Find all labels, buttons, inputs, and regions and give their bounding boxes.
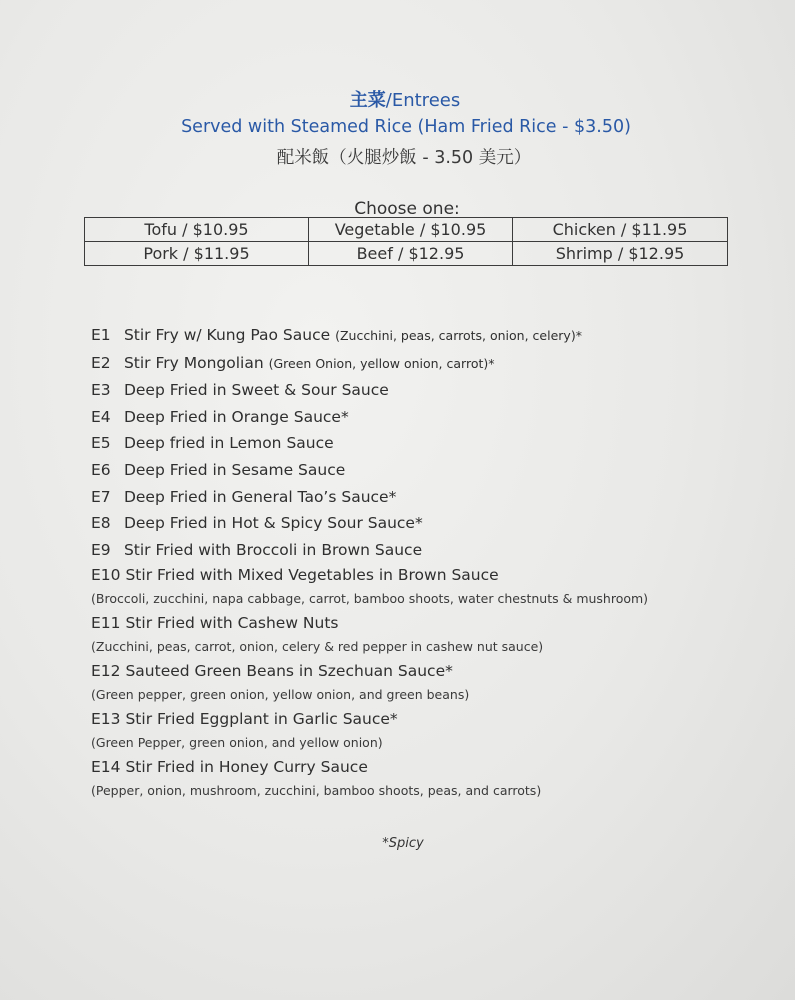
item-description: (Zucchini, peas, carrot, onion, celery & red pepper in cashew nut sauce) [91, 639, 544, 655]
item-name: Stir Fried with Cashew Nuts [125, 614, 339, 633]
list-item [91, 484, 771, 511]
list-item [91, 322, 771, 350]
item-description: (Green Pepper, green onion, and yellow onion) [91, 735, 383, 751]
item-name: Stir Fried in Honey Curry Sauce [125, 758, 368, 777]
item-code: E12 [91, 662, 121, 681]
item-name: Deep Fried in Sesame Sauce [123, 460, 346, 479]
protein-price-table [84, 217, 728, 266]
item-code: E9 [91, 540, 111, 559]
item-code: E3 [91, 381, 111, 400]
item-name: Deep Fried in General Tao’s Sauce* [123, 487, 397, 506]
list-item [91, 755, 771, 779]
table-cell: Shrimp / $12.95 [513, 242, 728, 266]
item-description: (Pepper, onion, mushroom, zucchini, bamboo shoots, peas, and carrots) [91, 783, 542, 799]
table-cell: Tofu / $10.95 [85, 218, 309, 242]
list-item [91, 510, 771, 537]
item-note: (Green Onion, yellow onion, carrot)* [268, 355, 495, 371]
title-english: /Entrees [385, 90, 461, 111]
item-name: Deep Fried in Hot & Spicy Sour Sauce* [123, 514, 423, 533]
table-cell: Pork / $11.95 [85, 242, 309, 266]
item-code: E13 [91, 710, 121, 729]
item-name: Stir Fry Mongolian [123, 353, 264, 372]
item-code: E4 [91, 407, 111, 426]
item-note: (Zucchini, peas, carrots, onion, celery)* [335, 328, 582, 343]
item-name: Sauteed Green Beans in Szechuan Sauce* [125, 662, 453, 681]
item-code: E11 [91, 614, 121, 633]
item-description: (Broccoli, zucchini, napa cabbage, carrot, bamboo shoots, water chestnuts & mushroom) [91, 591, 649, 607]
table-cell: Beef / $12.95 [309, 242, 513, 266]
list-item [91, 707, 771, 731]
table-row [85, 218, 728, 242]
subtitle-chinese: 配米飯（火腿炒飯 - 3.50 美元） [276, 148, 532, 168]
item-name: Deep Fried in Orange Sauce* [123, 407, 349, 426]
list-item [91, 537, 771, 564]
item-code: E7 [91, 487, 111, 506]
item-code: E1 [91, 326, 111, 344]
item-code: E10 [91, 566, 121, 585]
item-code: E5 [91, 434, 111, 453]
item-description: (Green pepper, green onion, yellow onion, and green beans) [91, 687, 470, 703]
item-code: E8 [91, 514, 111, 533]
item-name: Stir Fried with Mixed Vegetables in Brown Sauce [125, 566, 499, 585]
list-item [91, 404, 771, 431]
page-title [0, 86, 795, 112]
item-name: Stir Fried with Broccoli in Brown Sauce [123, 540, 423, 559]
list-item [91, 377, 771, 404]
list-item [91, 659, 771, 683]
table-cell: Vegetable / $10.95 [309, 218, 513, 242]
table-cell: Chicken / $11.95 [513, 218, 728, 242]
list-item [91, 457, 771, 484]
item-name: Deep Fried in Sweet & Sour Sauce [123, 381, 389, 400]
item-name: Stir Fried Eggplant in Garlic Sauce* [125, 710, 398, 729]
item-code: E6 [91, 460, 111, 479]
list-item [91, 563, 771, 587]
list-item [91, 430, 771, 457]
item-code: E2 [91, 353, 111, 372]
item-name: Deep fried in Lemon Sauce [123, 434, 334, 453]
title-chinese: 主菜 [349, 90, 386, 111]
choose-one-label: Choose one: [354, 199, 460, 219]
list-item [91, 611, 771, 635]
subtitle: Served with Steamed Rice (Ham Fried Rice - $3.50) [181, 117, 631, 137]
item-code: E14 [91, 758, 121, 777]
list-item [91, 350, 771, 378]
table-row [85, 242, 728, 266]
item-name: Stir Fry w/ Kung Pao Sauce [123, 326, 331, 344]
spicy-footnote: *Spicy [382, 836, 424, 851]
entree-list [91, 322, 771, 803]
